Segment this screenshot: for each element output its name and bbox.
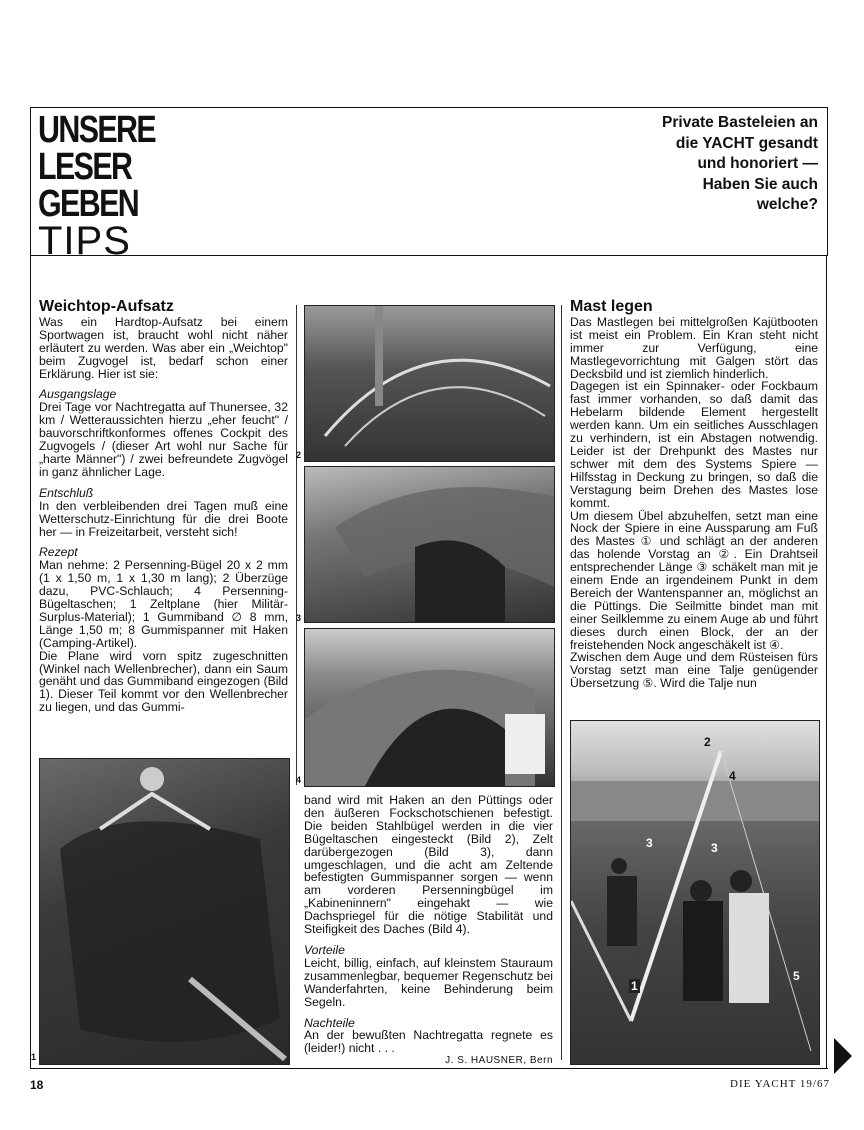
magazine-issue: DIE YACHT 19/67 xyxy=(730,1078,830,1090)
photo-weichtop-3 xyxy=(304,466,555,623)
article1-p3: Man nehme: 2 Persenning-Bügel 20 x 2 mm (1 x 1,50 m, 1 x 1,30 m lang); 2 Überzüge dazu, PVC-Schlauch; 4 Persenning-Bügeltaschen; 1 Zeltplane (hier Militär-Surplus-Material); 1 Gummiband ∅ 8 mm, Länge 1,50 m; 8 Gummispanner mit Haken (Camping-Artikel). xyxy=(39,558,288,650)
column-rule-2 xyxy=(561,305,562,1060)
article1-p4: Die Plane wird vorn spitz zugeschnitten (Winkel nach Wellenbrecher), dann ein Saum genäht und das Gummiband eingezogen (Bild 1). Dieser Teil kommt vor den Wellenbrecher zu liegen, und das Gummi- xyxy=(39,648,288,715)
photo-weichtop-4 xyxy=(304,628,555,787)
page-number: 18 xyxy=(30,1078,44,1092)
article1-sub-rezept: Rezept xyxy=(39,545,78,560)
photo-2-illustration xyxy=(305,306,554,461)
article2-p1: Das Mastlegen bei mittelgroßen Kajütbooten ist meist ein Problem. Ein Kran steht nicht immer zur Verfügung, eine Mastlegevorrichtung mit Galgen stört das Decksbild und ist ziemlich hinderlich. xyxy=(570,314,818,381)
article1-p6: Leicht, billig, einfach, auf kleinstem Stauraum zusammenlegbar, bequemer Regenschutz bei Wanderfahrten, keine Behinderung beim Segeln. xyxy=(304,955,553,1009)
frame-bottom xyxy=(30,1068,828,1069)
title-line-1: UNSERE xyxy=(38,109,156,151)
title-line-2: LESER xyxy=(38,146,132,188)
article1-p7: An der bewußten Nachtregatta regnete es (leider!) nicht . . . xyxy=(304,1028,553,1056)
article1-p1: Drei Tage vor Nachtregatta auf Thunersee, 32 km / Wetteraussichten hierzu „eher feucht" / bauvorschriftkonformes offenes Cockpit des Zugvogels / (dieser Art wohl nur Sache für „harte Männer") / zwei befreundete Zugvögel in ganz ähnlicher Lage. xyxy=(39,400,288,479)
article1-p5: band wird mit Haken an den Püttings oder den äußeren Fockschotschienen befestigt. Die beiden Stahlbügel werden in die vier Bügeltaschen eingesteckt (Bild 2), Zelt darübergezogen (Bild 3), dann umgeschlagen, und die acht am Zeltende befestigten Gummispanner sorgen — wenn am vorderen Persenningbügel im „Kabineninnern" eingehakt — wie Dachspriegel für die nötige Stabilität und Steifigkeit des Daches (Bild 4). xyxy=(304,793,553,937)
article1-heading: Weichtop-Aufsatz xyxy=(39,298,174,315)
mast-label-3a: 3 xyxy=(646,836,653,850)
figure-number-1: 1 xyxy=(31,1052,37,1062)
photo-mast-legen xyxy=(570,720,820,1065)
mast-label-4: 4 xyxy=(729,769,736,783)
photo-weichtop-1 xyxy=(39,758,290,1065)
frame-left xyxy=(30,255,31,1069)
article1-col2 xyxy=(304,794,553,1068)
article1-sub-vorteile: Vorteile xyxy=(304,942,345,957)
intro-text: Private Basteleien an die YACHT gesandt und honoriert — Haben Sie auch welche? xyxy=(662,114,818,213)
article1-sub-entschluss: Entschluß xyxy=(39,485,94,500)
article2-heading: Mast legen xyxy=(570,298,653,315)
figure-number-4: 4 xyxy=(296,775,302,785)
photo-weichtop-2 xyxy=(304,305,555,462)
article1-intro: Was ein Hardtop-Aufsatz bei einem Sportwagen ist, braucht wohl nicht näher erläutert zu werden. Was aber ein „Weichtop" beim Zugvogel ist, bedarf schon einer Erklärung. Hier ist sie: xyxy=(39,314,288,381)
article1-sub-nachteile: Nachteile xyxy=(304,1015,355,1030)
column-rule-1 xyxy=(296,305,297,785)
photo-1-illustration xyxy=(40,759,289,1064)
photo-mast-illustration xyxy=(571,721,819,1064)
article2-p4: Zwischen dem Auge und dem Rüsteisen fürs Vorstag setzt man eine Talje genügender Übersetzung ⑤. Wird die Talje nun xyxy=(570,650,818,691)
article2-p3: Um diesem Übel abzuhelfen, setzt man eine Nock der Spiere in eine Aussparung am Fuß des Mastes ① und schlägt an der anderen das holende Vorstag an ②. Ein Drahtseil entsprechender Länge ③ schäkelt man mit je einem Ende an irgendeinem Punkt in dem Bereich der Wantenspanner an, möglichst an die Püttings. Die Seilmitte bindet man mit einer Seilklemme zu einem Auge ab und führt dieses durch einen Block, der an der freistehenden Nock angeschäkelt ist ④. xyxy=(570,508,818,652)
frame-right xyxy=(826,255,827,1069)
figure-number-2: 2 xyxy=(296,450,302,460)
article1-p2: In den verbleibenden drei Tagen muß eine Wetterschutz-Einrichtung für die drei Boote her — in Freizeitarbeit, versteht sich! xyxy=(39,498,288,539)
photo-4-illustration xyxy=(305,629,554,786)
continue-arrow-icon xyxy=(834,1038,852,1074)
mast-label-3b: 3 xyxy=(711,841,718,855)
mast-label-5: 5 xyxy=(793,969,800,983)
article1-col1 xyxy=(39,298,288,715)
mast-label-2: 2 xyxy=(704,735,711,749)
title-line-3: GEBEN xyxy=(38,183,139,225)
article2-p2: Dagegen ist ein Spinnaker- oder Fockbaum fast immer vorhanden, so daß damit das Hebelarm bildende Element hergestellt werden kann. Um ein seitliches Ausschlagen zu verhindern, ist ein Abstagen notwendig. Leider ist der Drehpunkt des Mastes nur schwer mit dem des Systems Spiere — Hilfsstag in Deckung zu bringen, so daß die Verstagung beim Drehen des Mastes lose kommt. xyxy=(570,379,818,510)
mast-label-1: 1 xyxy=(631,979,638,993)
article2-col xyxy=(570,298,818,691)
article1-signature: J. S. HAUSNER, Bern xyxy=(445,1055,553,1067)
article1-sub-ausgangslage: Ausgangslage xyxy=(39,387,117,402)
figure-number-3: 3 xyxy=(296,613,302,623)
section-title xyxy=(38,109,184,263)
photo-3-illustration xyxy=(305,467,554,622)
title-line-4: TIPS xyxy=(38,219,131,263)
